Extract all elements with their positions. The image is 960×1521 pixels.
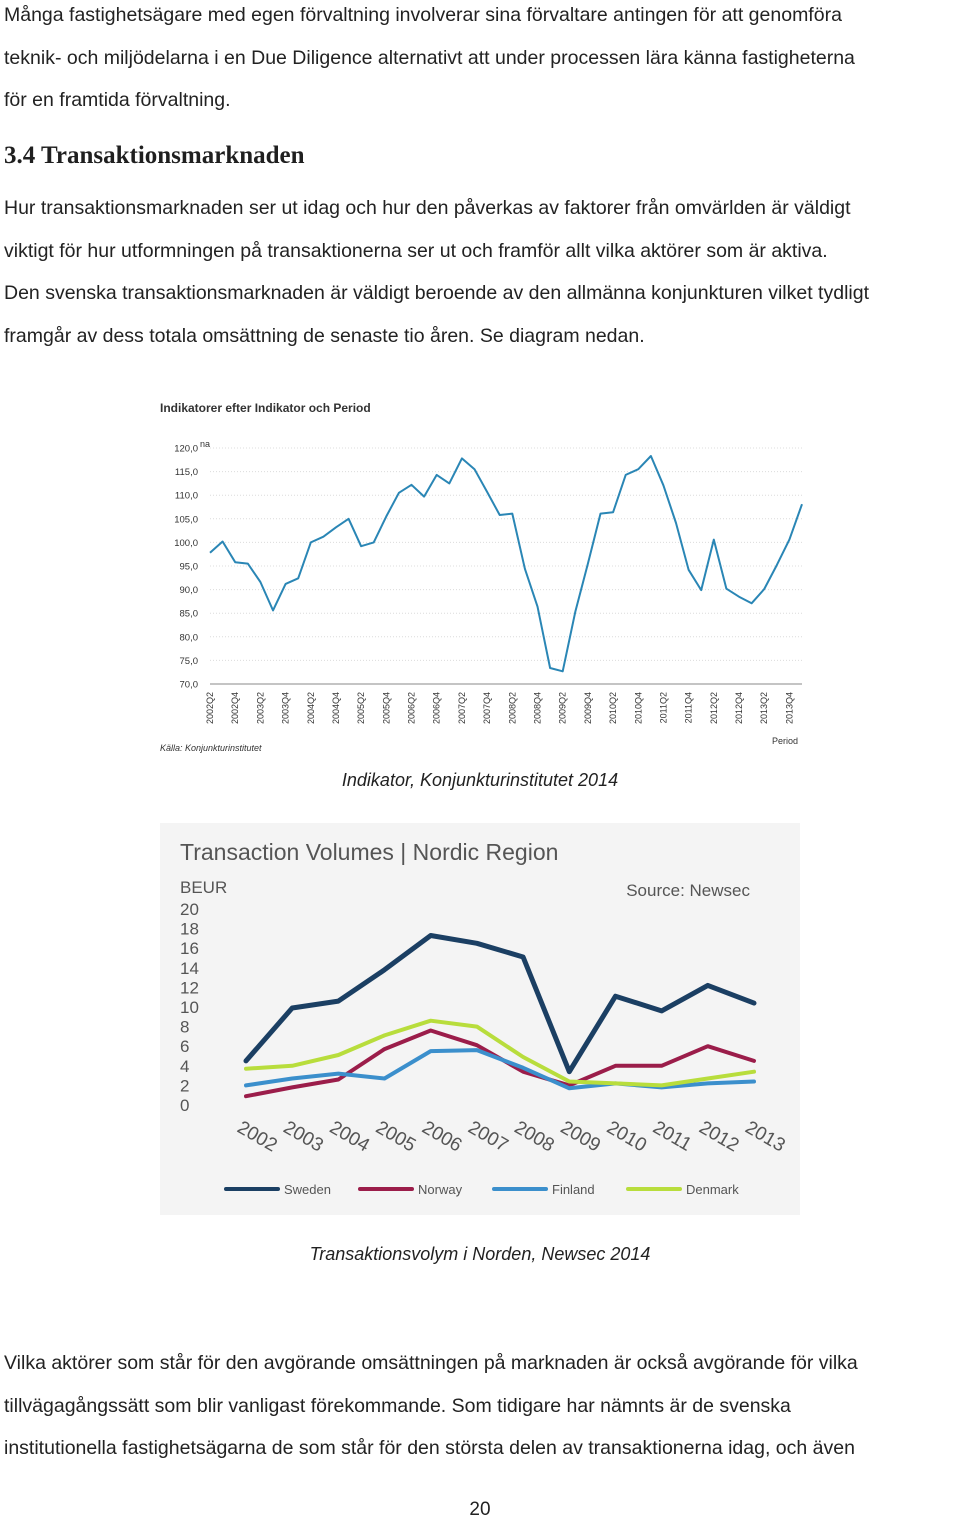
x-tick-label: 2002Q4 (230, 692, 241, 725)
x-tick-label: 2003 (279, 1117, 327, 1157)
transaction-volumes-chart (160, 823, 800, 1215)
page-number: 20 (469, 1499, 491, 1520)
closing-paragraph (4, 1342, 956, 1470)
y-tick-label: 120,0 (174, 443, 198, 455)
x-tick-label: 2013Q2 (759, 692, 770, 725)
x-tick-label: 2007Q2 (456, 692, 467, 725)
x-axis-label: Period (771, 736, 798, 746)
source-label: Source: Newsec (626, 881, 750, 900)
x-tick-label: 2002 (233, 1117, 281, 1157)
text-line: tillvägagångssätt som blir vanligast förekommande. Som tidigare har nämnts är de svenska (4, 1394, 791, 1417)
unit-label: na (200, 439, 211, 449)
legend-label-denmark: Denmark (686, 1182, 739, 1197)
x-tick-label: 2007 (464, 1117, 512, 1157)
section-heading: 3.4 Transaktionsmarknaden (4, 142, 305, 169)
x-tick-label: 2004Q4 (330, 692, 341, 725)
indicator-line-chart (158, 396, 806, 756)
y-tick-label: 95,0 (179, 561, 198, 573)
x-tick-label: 2010Q4 (633, 692, 644, 725)
y-tick-label: 10 (180, 998, 199, 1017)
x-tick-label: 2007Q4 (482, 692, 493, 725)
y-tick-label: 105,0 (174, 514, 198, 526)
text-line: Hur transaktionsmarknaden ser ut idag och hur den påverkas av faktorer från omvärlden är väldigt (4, 197, 851, 219)
y-tick-label: 80,0 (179, 632, 198, 644)
y-tick-label: 20 (180, 900, 199, 919)
x-tick-label: 2011Q2 (658, 692, 669, 724)
y-tick-label: 0 (180, 1096, 190, 1115)
y-tick-label: 75,0 (179, 655, 198, 667)
y-tick-label: 18 (180, 919, 199, 939)
unit-label: BEUR (180, 878, 228, 897)
chart-title: Indikatorer efter Indikator och Period (160, 401, 371, 415)
y-tick-label: 8 (180, 1017, 190, 1037)
x-tick-label: 2011 (649, 1117, 696, 1156)
y-tick-label: 6 (180, 1037, 190, 1057)
x-tick-label: 2003Q2 (255, 692, 266, 725)
source-label: Källa: Konjunkturinstitutet (160, 743, 262, 753)
y-tick-label: 115,0 (174, 467, 198, 479)
legend-label-sweden: Sweden (284, 1182, 331, 1197)
text-line: viktigt för hur utformningen på transaktionerna ser ut och framför allt vilka aktörer som är aktiva. (4, 239, 828, 262)
legend-label-finland: Finland (552, 1182, 595, 1197)
legend-label-norway: Norway (418, 1182, 463, 1197)
text-line: framgår av dess totala omsättning de senaste tio åren. Se diagram nedan. (4, 324, 645, 347)
chart1-caption: Indikator, Konjunkturinstitutet 2014 (341, 770, 619, 790)
x-tick-label: 2009 (556, 1117, 604, 1157)
chart-title: Transaction Volumes | Nordic Region (180, 839, 559, 865)
intro-paragraph (4, 0, 956, 122)
x-tick-label: 2006Q2 (406, 692, 417, 725)
x-tick-label: 2008Q2 (507, 692, 518, 725)
y-tick-label: 85,0 (179, 608, 198, 620)
x-tick-label: 2010Q2 (608, 692, 619, 725)
x-tick-label: 2005 (372, 1117, 420, 1157)
x-tick-label: 2013Q4 (784, 692, 795, 725)
x-tick-label: 2006 (418, 1117, 466, 1157)
x-tick-label: 2012Q2 (708, 692, 719, 725)
y-tick-label: 100,0 (174, 537, 198, 549)
y-tick-label: 12 (180, 978, 199, 998)
y-tick-label: 14 (180, 958, 199, 978)
indicator-series-line (210, 456, 802, 671)
y-tick-label: 70,0 (179, 679, 198, 691)
y-tick-label: 2 (180, 1076, 190, 1096)
text-line: institutionella fastighetsägarna de som står för den största delen av transaktionerna idag, och även (4, 1437, 855, 1459)
x-tick-label: 2009Q4 (582, 692, 593, 725)
x-tick-label: 2013 (741, 1117, 789, 1157)
body-paragraph (4, 187, 956, 357)
x-tick-label: 2003Q4 (280, 692, 291, 725)
y-tick-label: 4 (180, 1056, 190, 1076)
x-tick-label: 2006Q4 (431, 692, 442, 725)
text-line: Många fastighetsägare med egen förvaltning involverar sina förvaltare antingen för att genomföra (4, 4, 842, 26)
y-tick-label: 110,0 (174, 490, 198, 502)
x-tick-label: 2005Q2 (356, 692, 367, 725)
x-tick-label: 2004Q2 (305, 692, 316, 725)
x-tick-label: 2012 (695, 1117, 743, 1157)
x-tick-label: 2011Q4 (683, 692, 694, 724)
x-tick-label: 2002Q2 (205, 692, 215, 725)
text-line: Den svenska transaktionsmarknaden är väldigt beroende av den allmänna konjunkturen vilket tydligt (4, 282, 869, 304)
y-tick-label: 90,0 (179, 585, 198, 597)
text-line: teknik- och miljödelarna i en Due Diligence alternativt att under processen lära känna fastigheterna (4, 46, 855, 69)
x-tick-label: 2008Q4 (532, 692, 543, 725)
x-tick-label: 2005Q4 (381, 692, 392, 725)
x-tick-label: 2004 (325, 1117, 373, 1157)
text-line: för en framtida förvaltning. (4, 89, 231, 111)
chart2-caption: Transaktionsvolym i Norden, Newsec 2014 (309, 1244, 651, 1264)
x-tick-label: 2009Q2 (557, 692, 568, 725)
x-tick-label: 2010 (602, 1117, 651, 1157)
y-tick-label: 16 (180, 939, 199, 959)
text-line: Vilka aktörer som står för den avgörande omsättningen på marknaden är också avgörande för vilka (4, 1352, 858, 1374)
x-tick-label: 2012Q4 (734, 692, 745, 725)
x-tick-label: 2008 (510, 1117, 558, 1157)
